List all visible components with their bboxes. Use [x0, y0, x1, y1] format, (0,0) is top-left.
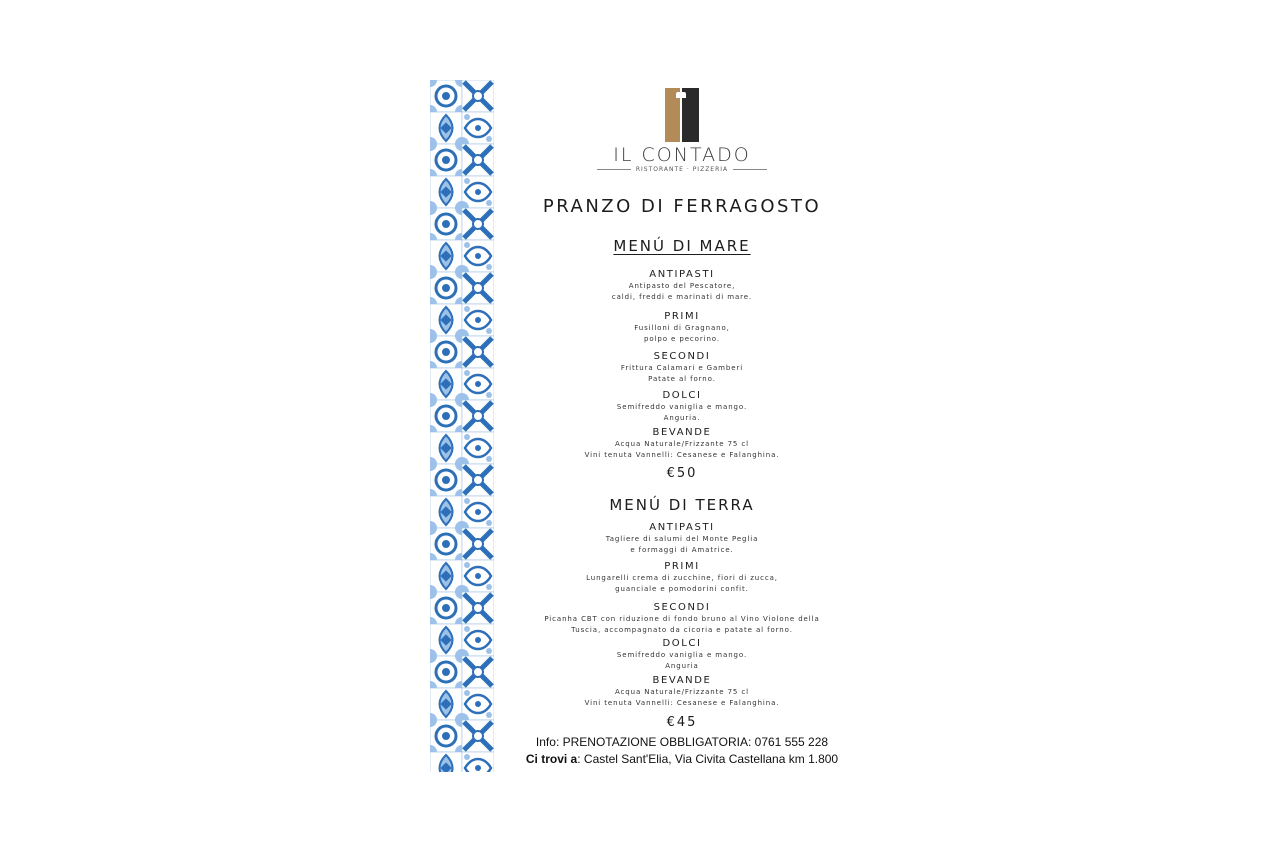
course-name: DOLCI [662, 390, 702, 401]
menu-mare-price: €50 [666, 466, 698, 481]
tile [462, 400, 494, 432]
course-name: ANTIPASTI [649, 522, 715, 533]
course-line: Vini tenuta Vannelli: Cesanese e Falanghina. [584, 451, 780, 459]
course-line: Semifreddo vaniglia e mango. [616, 403, 748, 411]
menu-terra-price: €45 [666, 715, 698, 730]
info-text: PRENOTAZIONE OBBLIGATORIA: 0761 555 228 [562, 735, 829, 749]
tile [462, 336, 494, 368]
course-line: Anguria [665, 662, 699, 670]
course-line: Acqua Naturale/Frizzante 75 cl [614, 440, 749, 448]
course-line: Antipasto del Pescatore, [628, 282, 736, 290]
course-line: Picanha CBT con riduzione di fondo bruno al Vino Violone della [544, 615, 820, 623]
tile [462, 528, 494, 560]
menu-mare-course-antipasti [494, 268, 870, 303]
restaurant-logo [494, 88, 870, 173]
info-label: Info: [535, 735, 560, 749]
course-line: Lungarelli crema di zucchine, fiori di zucca, [586, 574, 778, 582]
course-line: guanciale e pomodorini confit. [615, 585, 749, 593]
menu-terra-course-primi [494, 560, 870, 595]
course-name: SECONDI [653, 351, 711, 362]
tile [462, 80, 494, 112]
brand-subtitle: RISTORANTE · PIZZERIA [635, 166, 729, 173]
tile [462, 592, 494, 624]
menu-terra-course-secondi [494, 601, 870, 636]
majolica-tile-border [430, 80, 494, 772]
tile [462, 144, 494, 176]
menu-content [494, 80, 870, 772]
tile [462, 272, 494, 304]
page-title: PRANZO DI FERRAGOSTO [542, 196, 822, 217]
course-line: Patate al forno. [648, 375, 716, 383]
location-info [454, 752, 910, 766]
course-line: polpo e pecorino. [644, 335, 720, 343]
course-line: Tagliere di salumi del Monte Peglia [605, 535, 759, 543]
menu-terra-title: MENÚ DI TERRA [609, 496, 755, 514]
tile [462, 464, 494, 496]
menu-mare-course-dolci [494, 389, 870, 424]
menu-terra-course-antipasti [494, 521, 870, 556]
course-name: PRIMI [664, 561, 700, 572]
course-name: ANTIPASTI [649, 269, 715, 280]
course-line: Anguria. [663, 414, 701, 422]
menu-mare-course-primi [494, 310, 870, 345]
course-line: caldi, freddi e marinati di mare. [611, 293, 753, 301]
course-name: BEVANDE [652, 675, 712, 686]
course-line: Fusilloni di Gragnano, [634, 324, 730, 332]
divider [597, 169, 631, 170]
course-name: PRIMI [664, 311, 700, 322]
menu-mare-title: MENÚ DI MARE [613, 237, 751, 255]
course-line: Frittura Calamari e Gamberi [620, 364, 744, 372]
location-label: Ci trovi a [525, 752, 578, 766]
menu-mare-course-secondi [494, 350, 870, 385]
tile [462, 656, 494, 688]
logo-mark-icon [665, 88, 699, 142]
menu-mare-course-bevande [494, 426, 870, 461]
divider [733, 169, 767, 170]
brand-name: IL CONTADO [613, 144, 751, 166]
menu-page [430, 80, 840, 772]
course-name: DOLCI [662, 638, 702, 649]
course-line: Acqua Naturale/Frizzante 75 cl [614, 688, 749, 696]
tile [462, 208, 494, 240]
menu-terra-course-bevande [494, 674, 870, 709]
course-line: Vini tenuta Vannelli: Cesanese e Falanghina. [584, 699, 780, 707]
course-line: Semifreddo vaniglia e mango. [616, 651, 748, 659]
course-name: SECONDI [653, 602, 711, 613]
location-text: : Castel Sant'Elia, Via Civita Castellana km 1.800 [577, 752, 839, 766]
booking-info [454, 735, 910, 749]
course-line: e formaggi di Amatrice. [630, 546, 734, 554]
course-name: BEVANDE [652, 427, 712, 438]
menu-terra-course-dolci [494, 637, 870, 672]
course-line: Tuscia, accompagnato da cicoria e patate al forno. [571, 626, 793, 634]
